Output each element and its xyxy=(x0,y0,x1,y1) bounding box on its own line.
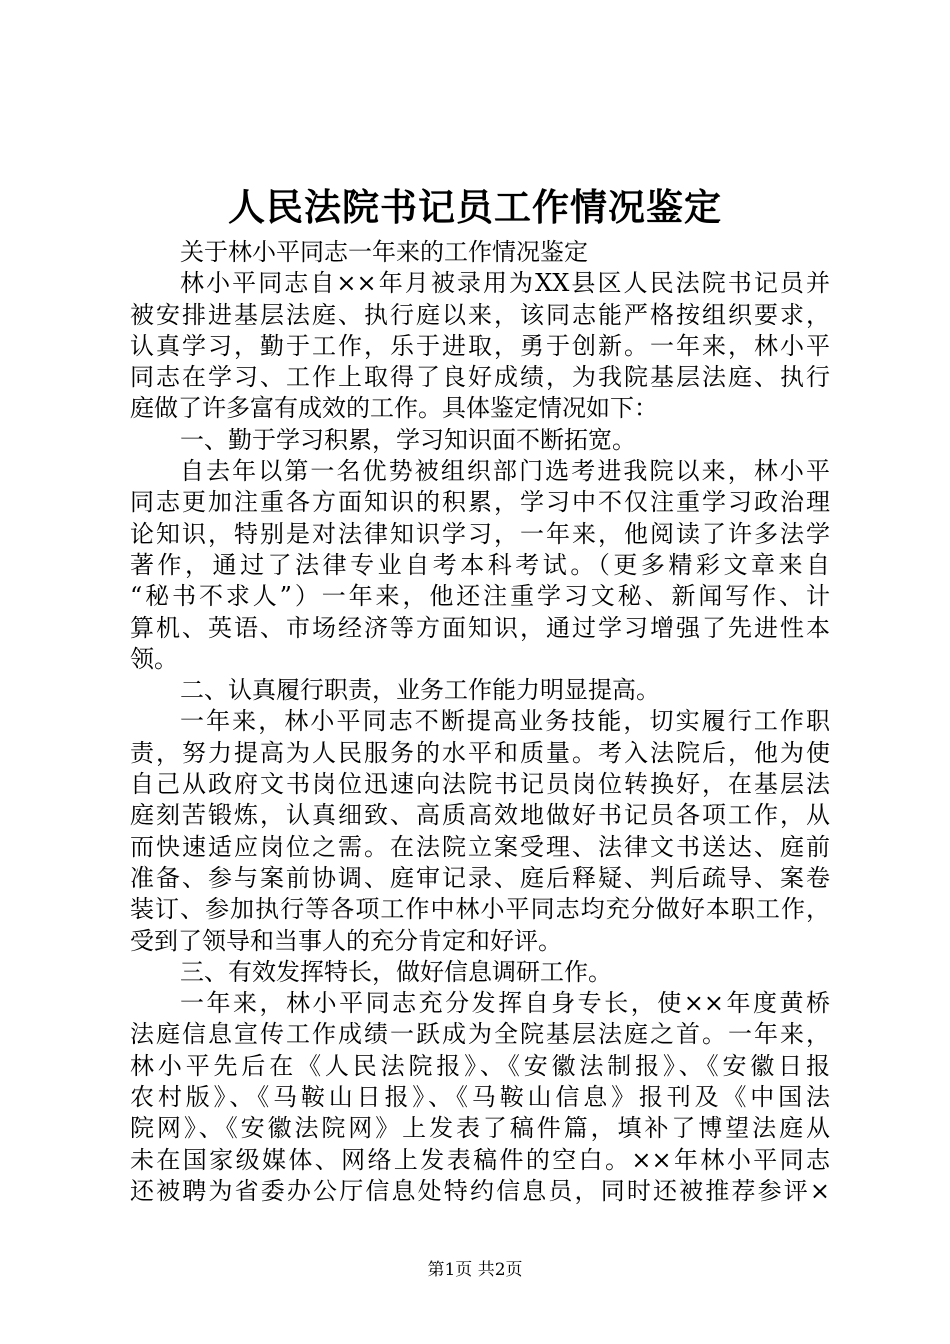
text-line: 受到了领导和当事人的充分肯定和好评。 xyxy=(130,926,562,955)
document-body xyxy=(130,237,830,1207)
text-line: 农村版》、《马鞍山日报》、《马鞍山信息》报刊及《中国法 xyxy=(130,1083,830,1112)
text-line: 装订、参加执行等各项工作中林小平同志均充分做好本职工作， xyxy=(130,895,830,924)
text-line: 院网》、《安徽法院网》上发表了稿件篇，填补了博望法庭从 xyxy=(130,1114,830,1143)
text-line: 论知识，特别是对法律知识学习，一年来，他阅读了许多法学 xyxy=(130,519,830,548)
text-line: 认真学习，勤于工作，乐于进取，勇于创新。一年来，林小平 xyxy=(130,331,830,360)
document-title: 人民法院书记员工作情况鉴定 xyxy=(228,186,722,229)
section-heading: 三、有效发挥特长，做好信息调研工作。 xyxy=(180,957,612,986)
text-line: “秘书不求人”）一年来，他还注重学习文秘、新闻写作、计 xyxy=(130,582,830,611)
text-line: 领。 xyxy=(130,644,178,673)
text-line: 林小平同志自××年月被录用为XX县区人民法院书记员并 xyxy=(180,269,830,298)
text-line: 被安排进基层法庭、执行庭以来，该同志能严格按组织要求， xyxy=(130,300,830,329)
section-heading: 一、勤于学习积累，学习知识面不断拓宽。 xyxy=(180,425,636,454)
text-line: 一年来，林小平同志不断提高业务技能，切实履行工作职 xyxy=(180,707,830,736)
text-line: 庭刻苦锻炼，认真细致、高质高效地做好书记员各项工作，从 xyxy=(130,801,830,830)
text-line: 算机、英语、市场经济等方面知识，通过学习增强了先进性本 xyxy=(130,613,830,642)
text-line: 一年来，林小平同志充分发挥自身专长，使××年度黄桥 xyxy=(180,989,830,1018)
text-line: 自己从政府文书岗位迅速向法院书记员岗位转换好，在基层法 xyxy=(130,770,830,799)
text-line: 著作，通过了法律专业自考本科考试。（更多精彩文章来自 xyxy=(130,550,830,579)
text-line: 而快速适应岗位之需。在法院立案受理、法律文书送达、庭前 xyxy=(130,832,830,861)
page-footer: 第1页 共2页 xyxy=(427,1260,523,1280)
section-heading: 二、认真履行职责，业务工作能力明显提高。 xyxy=(180,676,660,705)
text-line: 林小平先后在《人民法院报》、《安徽法制报》、《安徽日报 xyxy=(130,1051,830,1080)
text-line: 准备、参与案前协调、庭审记录、庭后释疑、判后疏导、案卷 xyxy=(130,863,830,892)
text-line: 同志在学习、工作上取得了良好成绩，为我院基层法庭、执行 xyxy=(130,363,830,392)
text-line: 庭做了许多富有成效的工作。具体鉴定情况如下： xyxy=(130,394,658,423)
subtitle-line: 关于林小平同志一年来的工作情况鉴定 xyxy=(180,238,588,266)
text-line: 自去年以第一名优势被组织部门选考进我院以来，林小平 xyxy=(180,457,830,486)
text-line: 法庭信息宣传工作成绩一跃成为全院基层法庭之首。一年来， xyxy=(130,1020,830,1049)
text-line: 同志更加注重各方面知识的积累，学习中不仅注重学习政治理 xyxy=(130,488,830,517)
text-line: 还被聘为省委办公厅信息处特约信息员，同时还被推荐参评× xyxy=(130,1176,830,1205)
text-line: 未在国家级媒体、网络上发表稿件的空白。××年林小平同志 xyxy=(130,1145,830,1174)
text-line: 责，努力提高为人民服务的水平和质量。考入法院后，他为使 xyxy=(130,738,830,767)
